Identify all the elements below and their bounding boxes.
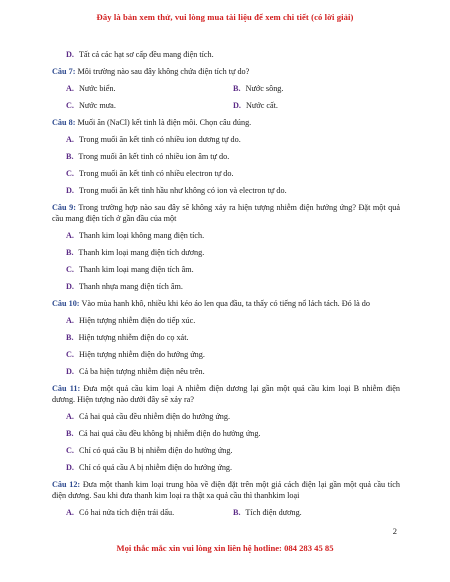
option-letter: A. [66, 316, 74, 325]
answer-option [66, 411, 400, 422]
question [52, 66, 400, 77]
option-letter: D. [66, 186, 74, 195]
option-text: Trong muối ăn kết tinh có nhiều ion âm tự do. [78, 152, 230, 161]
question-text: Đưa một quả cầu kim loại A nhiễm điện dương lại gần một quả cầu kim loại B nhiễm điện dương. Hiện tượng nào dưới đây sẽ xảy ra? [52, 384, 400, 404]
answer-option [66, 100, 233, 111]
option-text: Có hai nửa tích điện trái dấu. [79, 508, 175, 517]
question-number: Câu 9: [52, 203, 76, 212]
answer-option [66, 264, 400, 275]
question-number: Câu 7: [52, 67, 76, 76]
question-number: Câu 11: [52, 384, 81, 393]
question-text: Môi trường nào sau đây không chứa điện tích tự do? [77, 67, 250, 76]
answer-option [66, 349, 400, 360]
answer-option [66, 168, 400, 179]
answer-option [66, 507, 233, 518]
option-text: Cả ba hiện tượng nhiễm điện nêu trên. [79, 367, 205, 376]
question [52, 298, 400, 309]
option-letter: B. [233, 508, 241, 517]
answer-option [66, 445, 400, 456]
option-text: Thanh nhựa mang điện tích âm. [78, 282, 183, 291]
question [52, 202, 400, 224]
question [52, 479, 400, 501]
answer-option [66, 332, 400, 343]
answer-option [66, 366, 400, 377]
option-text: Hiện tượng nhiễm điện do tiếp xúc. [79, 316, 196, 325]
answer-option [66, 49, 400, 60]
question-number: Câu 10: [52, 299, 80, 308]
option-letter: A. [66, 412, 74, 421]
option-text: Hiện tượng nhiễm điện do cọ xát. [78, 333, 189, 342]
option-text: Chỉ có quả cầu B bị nhiễm điện do hưởng ứng. [79, 446, 233, 455]
option-letter: C. [66, 446, 74, 455]
answer-option [66, 428, 400, 439]
question-text: Muối ăn (NaCl) kết tinh là điện môi. Chọn câu đúng. [77, 118, 252, 127]
answer-option [233, 507, 400, 518]
option-letter: A. [66, 84, 74, 93]
option-letter: C. [66, 265, 74, 274]
answer-option [66, 247, 400, 258]
option-text: Cả hai quả cầu đều không bị nhiễm điện do hưởng ứng. [78, 429, 261, 438]
answer-option [66, 151, 400, 162]
answer-option [66, 185, 400, 196]
option-text: Trong muối ăn kết tinh hầu như không có ion và electron tự do. [78, 186, 287, 195]
answer-option [66, 134, 400, 145]
option-letter: C. [66, 101, 74, 110]
option-text: Chỉ có quả cầu A bị nhiễm điện do hưởng ứng. [79, 463, 233, 472]
option-text: Nước mưa. [79, 101, 116, 110]
option-letter: A. [66, 231, 74, 240]
option-letter: D. [66, 282, 74, 291]
answer-option [233, 83, 400, 94]
hotline-footer: Mọi thắc mắc xin vui lòng xin liên hệ hotline: 084 283 45 85 [116, 543, 334, 553]
option-letter: C. [66, 169, 74, 178]
option-text: Nước sông. [245, 84, 284, 93]
option-letter: D. [66, 463, 74, 472]
option-letter: B. [66, 152, 74, 161]
answer-option [66, 462, 400, 473]
option-text: Cả hai quả cầu đều nhiễm điện do hưởng ứng. [79, 412, 231, 421]
option-letter: B. [66, 248, 74, 257]
answer-option [66, 315, 400, 326]
option-text: Nước biển. [79, 84, 116, 93]
option-text: Nước cất. [246, 101, 278, 110]
option-text: Thanh kim loại mang điện tích dương. [78, 248, 205, 257]
option-letter: A. [66, 135, 74, 144]
option-text: Tất cả các hạt sơ cấp đều mang điện tích. [78, 50, 214, 59]
option-text: Thanh kim loại mang điện tích âm. [78, 265, 194, 274]
option-text: Trong muối ăn kết tinh có nhiều ion dương tự do. [78, 135, 241, 144]
question-text: Đưa một thanh kim loại trung hòa về điện đặt trên một giá cách điện lại gần một quả cầu tích điện dương. Sau khi đưa thanh kim loại ra thật xa quả cầu thì thanhkim loại [52, 480, 400, 500]
option-text: Trong muối ăn kết tinh có nhiều electron tự do. [78, 169, 234, 178]
option-letter: D. [66, 367, 74, 376]
answer-option-row [66, 507, 400, 518]
question-text: Vào mùa hanh khô, nhiều khi kéo áo len qua đầu, ta thấy có tiếng nổ lách tách. Đó là do [81, 299, 370, 308]
answer-option-row [66, 83, 400, 94]
option-letter: B. [233, 84, 241, 93]
question-list [52, 49, 400, 524]
answer-option [66, 83, 233, 94]
answer-option-row [66, 100, 400, 111]
option-letter: B. [66, 429, 74, 438]
answer-option [233, 100, 400, 111]
option-text: Thanh kim loại không mang điện tích. [78, 231, 205, 240]
option-text: Tích điện dương. [245, 508, 302, 517]
option-letter: C. [66, 350, 74, 359]
option-letter: B. [66, 333, 74, 342]
question [52, 383, 400, 405]
option-text: Hiện tượng nhiễm điện do hưởng ứng. [79, 350, 205, 359]
preview-banner: Đây là bản xem thử, vui lòng mua tài liệu để xem chi tiết (có lời giải) [96, 12, 354, 22]
answer-option [66, 230, 400, 241]
question-number: Câu 12: [52, 480, 81, 489]
question-number: Câu 8: [52, 118, 76, 127]
option-letter: A. [66, 508, 74, 517]
answer-option [66, 281, 400, 292]
question [52, 117, 400, 128]
page-number: 2 [392, 526, 397, 536]
question-text: Trong trường hợp nào sau đây sẽ không xảy ra hiện tượng nhiễm điện hưởng ứng? Đặt một quả cầu mang điện tích ở gần đầu của một [52, 203, 400, 223]
option-letter: D. [66, 50, 74, 59]
option-letter: D. [233, 101, 241, 110]
